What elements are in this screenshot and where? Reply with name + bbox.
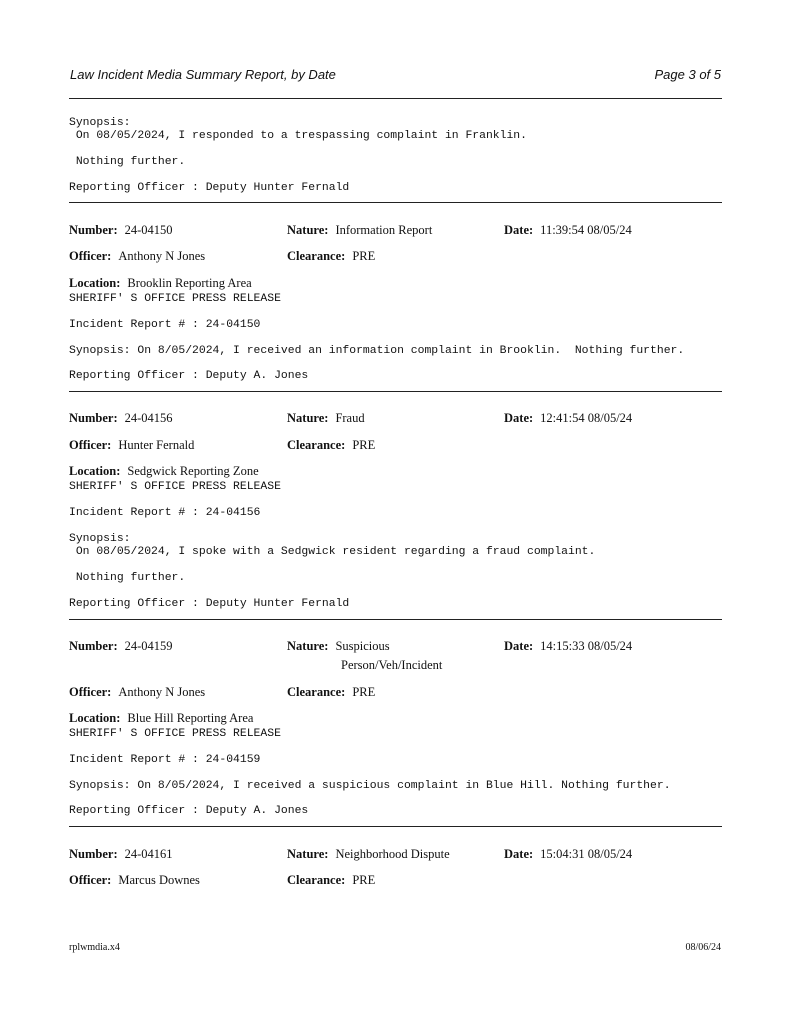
incident-officer-field — [69, 438, 194, 453]
section-divider — [69, 826, 722, 827]
location-label: Location: — [69, 464, 121, 478]
incident-officer: Anthony N Jones — [118, 685, 206, 699]
incident-nature-field — [287, 223, 432, 238]
incident-officer-field — [69, 249, 205, 264]
incident-officer-field — [69, 873, 200, 888]
incident-location: Blue Hill Reporting Area — [127, 711, 254, 725]
section-divider — [69, 391, 722, 392]
page-indicator: Page 3 of 5 — [654, 67, 721, 82]
incident-clearance: PRE — [352, 685, 376, 699]
incident-nature-field — [287, 639, 390, 654]
incident-location-field — [69, 464, 259, 479]
incident-report-number: Incident Report # : 24-04150 — [69, 319, 261, 331]
date-label: Date: — [504, 223, 534, 237]
officer-label: Officer: — [69, 873, 112, 887]
incident-report-number: Incident Report # : 24-04159 — [69, 754, 261, 766]
incident-number-field — [69, 411, 173, 426]
incident-nature-continued: Person/Veh/Incident — [341, 658, 443, 672]
incident-clearance: PRE — [352, 438, 376, 452]
reporting-officer-text: Reporting Officer : Deputy A. Jones — [69, 805, 309, 817]
synopsis-text: On 08/05/2024, I spoke with a Sedgwick resident regarding a fraud complaint. — [69, 546, 596, 558]
synopsis-label: Synopsis: — [69, 533, 131, 545]
incident-date: 15:04:31 08/05/24 — [540, 847, 633, 861]
reporting-officer-text: Reporting Officer : Deputy Hunter Fernald — [69, 182, 350, 194]
incident-number-field — [69, 847, 173, 862]
incident-nature-field — [287, 411, 365, 426]
nothing-further-text: Nothing further. — [69, 156, 186, 168]
number-label: Number: — [69, 411, 118, 425]
press-release-text: SHERIFF' S OFFICE PRESS RELEASE — [69, 728, 281, 740]
nothing-further-text: Nothing further. — [69, 572, 186, 584]
incident-number-field — [69, 639, 173, 654]
nature-label: Nature: — [287, 411, 329, 425]
incident-clearance-field — [287, 438, 375, 453]
incident-date: 12:41:54 08/05/24 — [540, 411, 633, 425]
incident-nature: Neighborhood Dispute — [335, 847, 450, 861]
incident-location-field — [69, 711, 253, 726]
press-release-text: SHERIFF' S OFFICE PRESS RELEASE — [69, 481, 281, 493]
reporting-officer-text: Reporting Officer : Deputy Hunter Fernald — [69, 598, 350, 610]
reporting-officer-text: Reporting Officer : Deputy A. Jones — [69, 370, 309, 382]
incident-location-field — [69, 276, 252, 291]
incident-number: 24-04159 — [124, 639, 173, 653]
incident-nature-field — [287, 847, 450, 862]
number-label: Number: — [69, 639, 118, 653]
incident-date-field — [504, 847, 632, 862]
number-label: Number: — [69, 847, 118, 861]
clearance-label: Clearance: — [287, 873, 346, 887]
incident-date-field — [504, 411, 632, 426]
officer-label: Officer: — [69, 249, 112, 263]
footer-report-code: rplwmdia.x4 — [69, 942, 120, 953]
incident-officer: Anthony N Jones — [118, 249, 206, 263]
incident-nature: Suspicious — [335, 639, 390, 653]
incident-officer: Marcus Downes — [118, 873, 200, 887]
synopsis-text: On 08/05/2024, I responded to a trespassing complaint in Franklin. — [69, 130, 527, 142]
date-label: Date: — [504, 411, 534, 425]
incident-location: Brooklin Reporting Area — [127, 276, 252, 290]
location-label: Location: — [69, 276, 121, 290]
synopsis-label: Synopsis: — [69, 117, 131, 129]
synopsis-text: Synopsis: On 8/05/2024, I received an information complaint in Brooklin. Nothing further. — [69, 345, 685, 357]
incident-nature: Fraud — [335, 411, 365, 425]
incident-officer: Hunter Fernald — [118, 438, 195, 452]
officer-label: Officer: — [69, 685, 112, 699]
section-divider — [69, 619, 722, 620]
incident-clearance: PRE — [352, 249, 376, 263]
clearance-label: Clearance: — [287, 685, 346, 699]
location-label: Location: — [69, 711, 121, 725]
incident-number: 24-04150 — [124, 223, 173, 237]
nature-label: Nature: — [287, 639, 329, 653]
clearance-label: Clearance: — [287, 249, 346, 263]
press-release-text: SHERIFF' S OFFICE PRESS RELEASE — [69, 293, 281, 305]
incident-officer-field — [69, 685, 205, 700]
date-label: Date: — [504, 639, 534, 653]
incident-date-field — [504, 639, 632, 654]
date-label: Date: — [504, 847, 534, 861]
incident-number-field — [69, 223, 173, 238]
incident-clearance: PRE — [352, 873, 376, 887]
nature-label: Nature: — [287, 847, 329, 861]
header-divider — [69, 98, 722, 99]
incident-clearance-field — [287, 249, 375, 264]
officer-label: Officer: — [69, 438, 112, 452]
number-label: Number: — [69, 223, 118, 237]
incident-clearance-field — [287, 685, 375, 700]
incident-date: 11:39:54 08/05/24 — [540, 223, 632, 237]
report-title: Law Incident Media Summary Report, by Date — [70, 67, 336, 82]
synopsis-text: Synopsis: On 8/05/2024, I received a suspicious complaint in Blue Hill. Nothing further. — [69, 780, 671, 792]
clearance-label: Clearance: — [287, 438, 346, 452]
incident-nature: Information Report — [335, 223, 433, 237]
section-divider — [69, 202, 722, 203]
incident-number: 24-04156 — [124, 411, 173, 425]
incident-report-number: Incident Report # : 24-04156 — [69, 507, 261, 519]
incident-date-field — [504, 223, 632, 238]
incident-clearance-field — [287, 873, 375, 888]
incident-date: 14:15:33 08/05/24 — [540, 639, 633, 653]
nature-label: Nature: — [287, 223, 329, 237]
incident-location: Sedgwick Reporting Zone — [127, 464, 259, 478]
incident-number: 24-04161 — [124, 847, 173, 861]
footer-print-date: 08/06/24 — [685, 942, 721, 953]
